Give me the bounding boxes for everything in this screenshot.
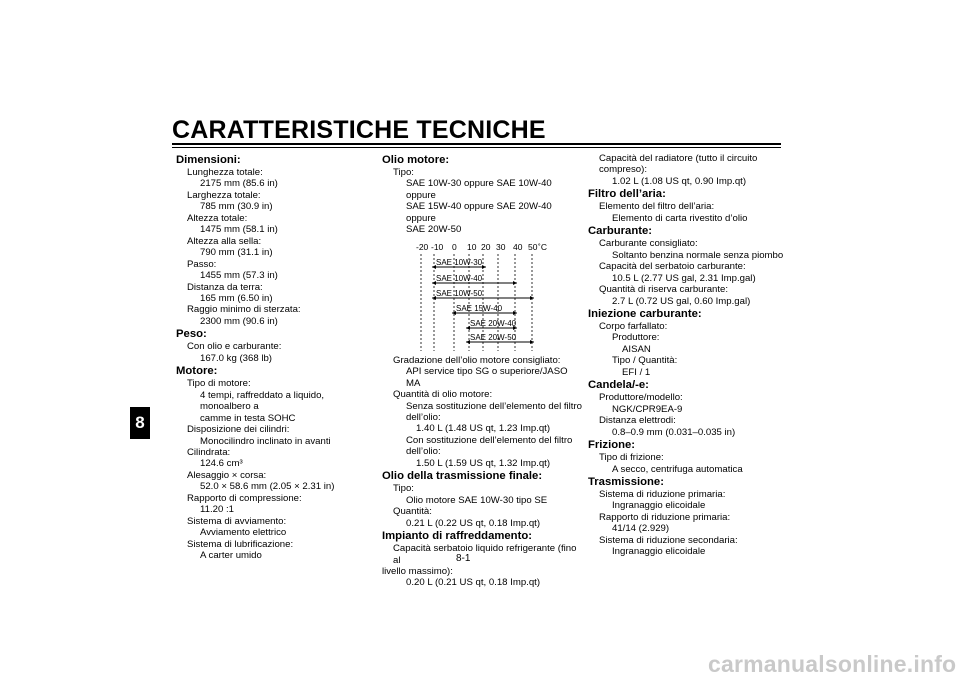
spec-line: 124.6 cm³ xyxy=(200,458,243,470)
spec-line: Capacità del serbatoio carburante: xyxy=(599,261,746,273)
spec-line: 2.7 L (0.72 US gal, 0.60 Imp.gal) xyxy=(612,295,751,307)
engine-oil-details xyxy=(382,355,582,589)
spec-line: Lunghezza totale: xyxy=(187,167,263,178)
spec-line: Capacità del radiatore (tutto il circuito xyxy=(599,153,758,164)
spec-line: Tipo di motore: xyxy=(187,378,251,390)
spec-line: 10.5 L (2.77 US gal, 2.31 Imp.gal) xyxy=(612,272,756,284)
column-right xyxy=(588,153,788,558)
spec-line: Capacità serbatoio liquido refrigerante (fino al xyxy=(393,543,577,566)
spec-line: Tipo: xyxy=(393,167,414,178)
spec-line: 1455 mm (57.3 in) xyxy=(200,270,278,282)
spec-line: 2300 mm (90.6 in) xyxy=(200,315,278,327)
spec-line: livello massimo): xyxy=(382,565,453,577)
section-heading: Olio della trasmissione finale: xyxy=(382,470,543,483)
viscosity-grade-label: SAE 15W-40 xyxy=(456,303,503,313)
title-rule xyxy=(172,143,781,145)
spec-line: SAE 20W-50 xyxy=(406,224,462,236)
spec-line: Con olio e carburante: xyxy=(187,341,282,353)
section-heading: Trasmissione: xyxy=(588,475,664,488)
spec-line: SAE 10W-30 oppure SAE 10W-40 oppure xyxy=(406,178,552,201)
watermark: carmanualsonline.info xyxy=(708,651,957,677)
spec-line: 1.50 L (1.59 US qt, 1.32 Imp.qt) xyxy=(416,457,551,469)
spec-line: Quantità di olio motore: xyxy=(393,389,493,401)
spec-line: Carburante consigliato: xyxy=(599,238,698,250)
spec-line: Elemento di carta rivestito d’olio xyxy=(612,212,748,224)
spec-line: Senza sostituzione dell’elemento del filtro xyxy=(406,400,582,412)
section-heading: Frizione: xyxy=(588,439,636,452)
spec-line: Corpo farfallato: xyxy=(599,320,668,332)
range-arrowhead xyxy=(482,265,486,269)
temperature-label: -20 xyxy=(416,241,429,252)
spec-line: Soltanto benzina normale senza piombo xyxy=(612,249,784,261)
chapter-tab: 8 xyxy=(130,407,150,439)
viscosity-grade-label: SAE 10W-40 xyxy=(436,273,483,283)
oil-viscosity-chart xyxy=(382,241,582,353)
spec-line: 41/14 (2.929) xyxy=(612,523,670,535)
temperature-label: 50 xyxy=(528,241,538,252)
section-heading: Dimensioni: xyxy=(176,154,241,166)
spec-line: 0.21 L (0.22 US qt, 0.18 Imp.qt) xyxy=(406,517,541,529)
spec-line: 52.0 × 58.6 mm (2.05 × 2.31 in) xyxy=(200,481,335,493)
spec-line: 790 mm (31.1 in) xyxy=(200,247,273,259)
spec-line: Produttore/modello: xyxy=(599,392,683,404)
spec-line: API service tipo SG o superiore/JASO MA xyxy=(406,366,568,389)
section-heading: Candela/-e: xyxy=(588,379,649,392)
spec-line: NGK/CPR9EA-9 xyxy=(612,403,683,415)
spec-line: 11.20 :1 xyxy=(200,504,234,516)
spec-line: Con sostituzione dell’elemento del filtro xyxy=(406,434,573,446)
spec-line: Distanza da terra: xyxy=(187,281,263,293)
spec-line: Tipo / Quantità: xyxy=(612,355,678,367)
page-number: 8-1 xyxy=(456,553,471,564)
spec-line: Passo: xyxy=(187,258,217,270)
section-heading: Olio motore: xyxy=(382,154,450,166)
spec-line: 1475 mm (58.1 in) xyxy=(200,224,278,236)
spec-line: Rapporto di riduzione primaria: xyxy=(599,511,731,523)
viscosity-grade-label: SAE 10W-30 xyxy=(436,257,483,267)
temperature-label: -10 xyxy=(431,241,444,252)
spec-line: 167.0 kg (368 lb) xyxy=(200,352,272,364)
temperature-unit: ˚C xyxy=(538,241,547,252)
section-heading: Carburante: xyxy=(588,225,653,238)
spec-line: Sistema di lubrificazione: xyxy=(187,538,294,550)
spec-line: Elemento del filtro dell’aria: xyxy=(599,201,715,213)
temperature-label: 40 xyxy=(513,241,523,252)
spec-line: Quantità: xyxy=(393,506,432,518)
spec-line: 4 tempi, raffreddato a liquido, monoalbero a xyxy=(200,389,325,413)
column-left xyxy=(176,153,376,562)
spec-line: 785 mm (30.9 in) xyxy=(200,201,273,213)
spec-line: Monocilindro inclinato in avanti xyxy=(200,435,331,447)
spec-line: Sistema di avviamento: xyxy=(187,515,287,527)
spec-line: dell’olio: xyxy=(406,411,441,423)
spec-line: Raggio minimo di sterzata: xyxy=(187,304,301,316)
section-heading: Peso: xyxy=(176,328,207,341)
spec-line: 0.8–0.9 mm (0.031–0.035 in) xyxy=(612,426,736,438)
spec-line: Larghezza totale: xyxy=(187,189,261,201)
spec-line: 165 mm (6.50 in) xyxy=(200,292,273,304)
viscosity-grade-label: SAE 10W-50 xyxy=(436,288,483,298)
temperature-label: 0 xyxy=(452,241,457,252)
spec-line: Tipo: xyxy=(393,483,414,495)
spec-line: Disposizione dei cilindri: xyxy=(187,424,290,436)
temperature-label: 10 xyxy=(467,241,477,252)
spec-line: Sistema di riduzione secondaria: xyxy=(599,534,738,546)
spec-line: Olio motore SAE 10W-30 tipo SE xyxy=(406,494,548,506)
spec-line: dell’olio: xyxy=(406,446,441,458)
spec-line: Altezza alla sella: xyxy=(187,235,262,247)
range-arrowhead xyxy=(513,281,517,285)
column-middle xyxy=(382,153,582,589)
section-heading: Motore: xyxy=(176,365,218,378)
title-rule-thin xyxy=(172,147,781,148)
spec-line: 0.20 L (0.21 US qt, 0.18 Imp.qt) xyxy=(406,577,541,589)
spec-line: compreso): xyxy=(599,164,647,176)
spec-line: Ingranaggio elicoidale xyxy=(612,500,706,512)
page-title: CARATTERISTICHE TECNICHE xyxy=(172,116,546,144)
section-heading: Iniezione carburante: xyxy=(588,307,702,320)
spec-line: 1.02 L (1.08 US qt, 0.90 Imp.qt) xyxy=(612,175,747,187)
spec-line: Rapporto di compressione: xyxy=(187,492,302,504)
section-heading: Filtro dell’aria: xyxy=(588,188,666,201)
engine-oil-spec xyxy=(382,154,582,236)
temperature-label: 30 xyxy=(496,241,506,252)
spec-line: Distanza elettrodi: xyxy=(599,415,676,427)
spec-line: Quantità di riserva carburante: xyxy=(599,284,729,296)
spec-line: camme in testa SOHC xyxy=(200,412,296,424)
spec-line: A secco, centrifuga automatica xyxy=(612,463,743,475)
viscosity-grade-label: SAE 20W-50 xyxy=(470,332,517,342)
spec-line: Tipo di frizione: xyxy=(599,452,664,464)
spec-line: EFI / 1 xyxy=(622,366,651,378)
spec-line: SAE 15W-40 oppure SAE 20W-40 oppure xyxy=(406,201,552,224)
spec-line: Altezza totale: xyxy=(187,212,248,224)
spec-line: 1.40 L (1.48 US qt, 1.23 Imp.qt) xyxy=(416,423,551,435)
viscosity-grade-label: SAE 20W-40 xyxy=(470,318,517,328)
spec-line: Alesaggio × corsa: xyxy=(187,469,267,481)
spec-line: Sistema di riduzione primaria: xyxy=(599,488,726,500)
section-heading: Impianto di raffreddamento: xyxy=(382,530,533,543)
spec-line: Cilindrata: xyxy=(187,446,231,458)
temperature-label: 20 xyxy=(481,241,491,252)
spec-line: Avviamento elettrico xyxy=(200,527,287,539)
spec-line: 2175 mm (85.6 in) xyxy=(200,178,278,190)
spec-line: A carter umido xyxy=(200,550,262,562)
spec-line: AISAN xyxy=(622,343,651,355)
spec-line: Produttore: xyxy=(612,332,660,344)
spec-line: Gradazione dell’olio motore consigliato: xyxy=(393,354,561,366)
spec-line: Ingranaggio elicoidale xyxy=(612,546,706,558)
